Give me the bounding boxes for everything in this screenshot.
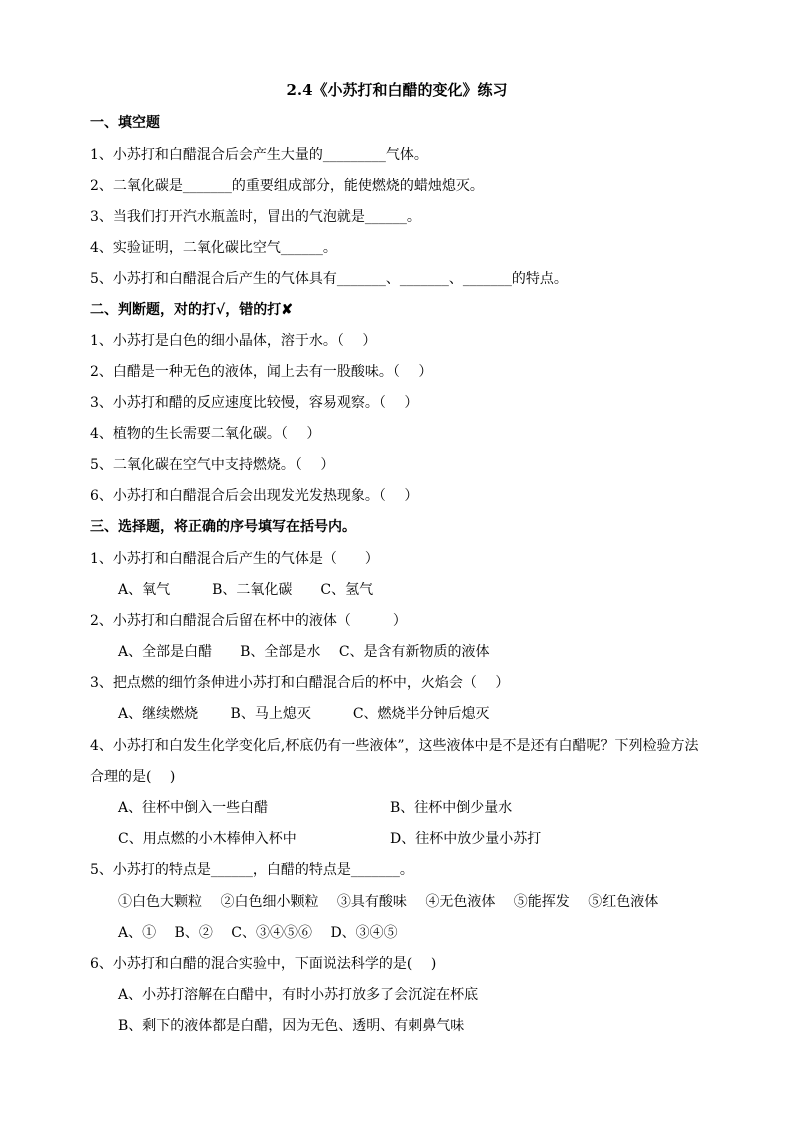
option-d: D、往杯中放少量小苏打 [390,831,542,847]
question-stem: 1、小苏打和白醋混合后产生的气体是（ ） [90,551,379,567]
section-heading-fill-blank: 一、填空题 [90,115,160,131]
question-item: 4、植物的生长需要二氧化碳。（ ） [90,426,321,442]
question-stem: 6、小苏打和白醋的混合实验中，下面说法科学的是( ) [90,956,437,972]
question-item: 6、小苏打和白醋混合后会出现发光发热现象。（ ） [90,488,419,504]
question-stem: 2、小苏打和白醋混合后留在杯中的液体（ ） [90,613,407,629]
question-options: A、全部是白醋 B、全部是水 C、是含有新物质的液体 [118,644,490,660]
question-item: 4、实验证明，二氧化碳比空气______。 [90,240,337,256]
section-heading-true-false: 二、判断题，对的打√，错的打✘ [90,302,293,318]
question-stem: 3、把点燃的细竹条伸进小苏打和白醋混合后的杯中，火焰会（ ） [90,675,510,691]
option-b: B、往杯中倒少量水 [390,800,513,816]
question-item: 1、小苏打和白醋混合后会产生大量的_________气体。 [90,147,428,163]
feature-choices: ①白色大颗粒 ②白色细小颗粒 ③具有酸味 ④无色液体 ⑤能挥发 ⑤红色液体 [118,894,659,910]
question-item: 3、小苏打和醋的反应速度比较慢，容易观察。（ ） [90,395,419,411]
page-title: 2.4《小苏打和白醋的变化》练习 [286,81,508,99]
section-heading-multiple-choice: 三、选择题，将正确的序号填写在括号内。 [90,519,356,535]
question-item: 1、小苏打是白色的细小晶体，溶于水。（ ） [90,333,377,349]
question-options: A、继续燃烧 B、马上熄灭 C、燃烧半分钟后熄灭 [118,706,490,722]
question-item: 5、小苏打和白醋混合后产生的气体具有_______、_______、_______的特点。 [90,271,568,287]
question-options: A、氧气 B、二氧化碳 C、氢气 [118,582,374,598]
option-c: C、用点燃的小木棒伸入杯中 [118,831,297,847]
question-item: 5、二氧化碳在空气中支持燃烧。（ ） [90,457,335,473]
question-stem: 4、小苏打和白发生化学变化后,杯底仍有一些液体”，这些液体中是不是还有白醋呢？下列检验方法 [90,738,699,754]
question-item: 2、二氧化碳是_______的重要组成部分，能使燃烧的蜡烛熄灭。 [90,178,484,194]
option-a: A、小苏打溶解在白醋中，有时小苏打放多了会沉淀在杯底 [118,987,479,1003]
question-item: 2、白醋是一种无色的液体，闻上去有一股酸味。（ ） [90,364,433,380]
option-a: A、往杯中倒入一些白醋 [118,800,269,816]
question-stem: 5、小苏打的特点是______，白醋的特点是_______。 [90,862,414,878]
option-b: B、剩下的液体都是白醋，因为无色、透明、有刺鼻气味 [118,1018,465,1034]
question-stem-continued: 合理的是( ) [90,769,176,785]
question-item: 3、当我们打开汽水瓶盖时，冒出的气泡就是______。 [90,209,421,225]
question-options: A、① B、② C、③④⑤⑥ D、③④⑤ [118,925,398,941]
